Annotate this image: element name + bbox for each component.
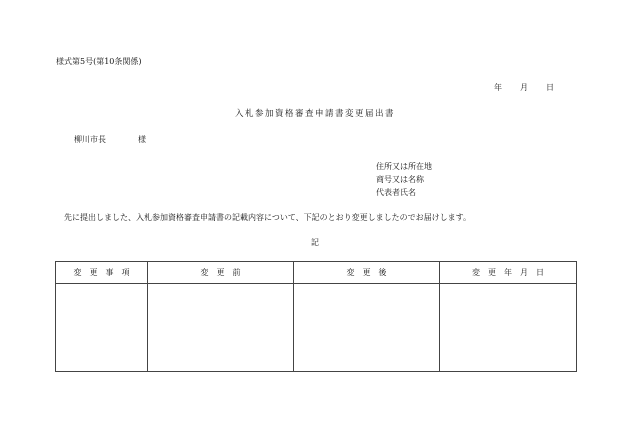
header-change-date: 変更年月日 bbox=[440, 262, 577, 284]
applicant-address-label: 住所又は所在地 bbox=[376, 162, 432, 171]
header-before-change: 変更前 bbox=[148, 262, 294, 284]
cell-after-change bbox=[294, 284, 440, 372]
table-row bbox=[56, 284, 577, 372]
addressee bbox=[74, 135, 146, 145]
changes-table bbox=[55, 261, 577, 372]
form-number-label: 様式第5号(第10条関係) bbox=[56, 57, 142, 66]
header-after-change: 変更後 bbox=[294, 262, 440, 284]
cell-change-item bbox=[56, 284, 148, 372]
table-header-row bbox=[56, 262, 577, 284]
addressee-name: 柳川市長 bbox=[74, 135, 106, 144]
date-year-label: 年 bbox=[494, 83, 502, 92]
addressee-honorific: 様 bbox=[138, 135, 146, 144]
applicant-fields bbox=[376, 160, 432, 199]
applicant-company-name-label: 商号又は名称 bbox=[376, 175, 424, 184]
body-text: 先に提出しました、入札参加資格審査申請書の記載内容について、下記のとおり変更しましたのでお届けします。 bbox=[64, 213, 472, 222]
header-change-item: 変更事項 bbox=[56, 262, 148, 284]
cell-change-date bbox=[440, 284, 577, 372]
date-month-label: 月 bbox=[520, 83, 528, 92]
cell-before-change bbox=[148, 284, 294, 372]
date-line bbox=[494, 83, 554, 93]
ki-heading: 記 bbox=[311, 238, 319, 247]
document-title: 入札参加資格審査申請書変更届出書 bbox=[234, 109, 395, 119]
date-day-label: 日 bbox=[546, 83, 554, 92]
applicant-representative-label: 代表者氏名 bbox=[376, 188, 416, 197]
